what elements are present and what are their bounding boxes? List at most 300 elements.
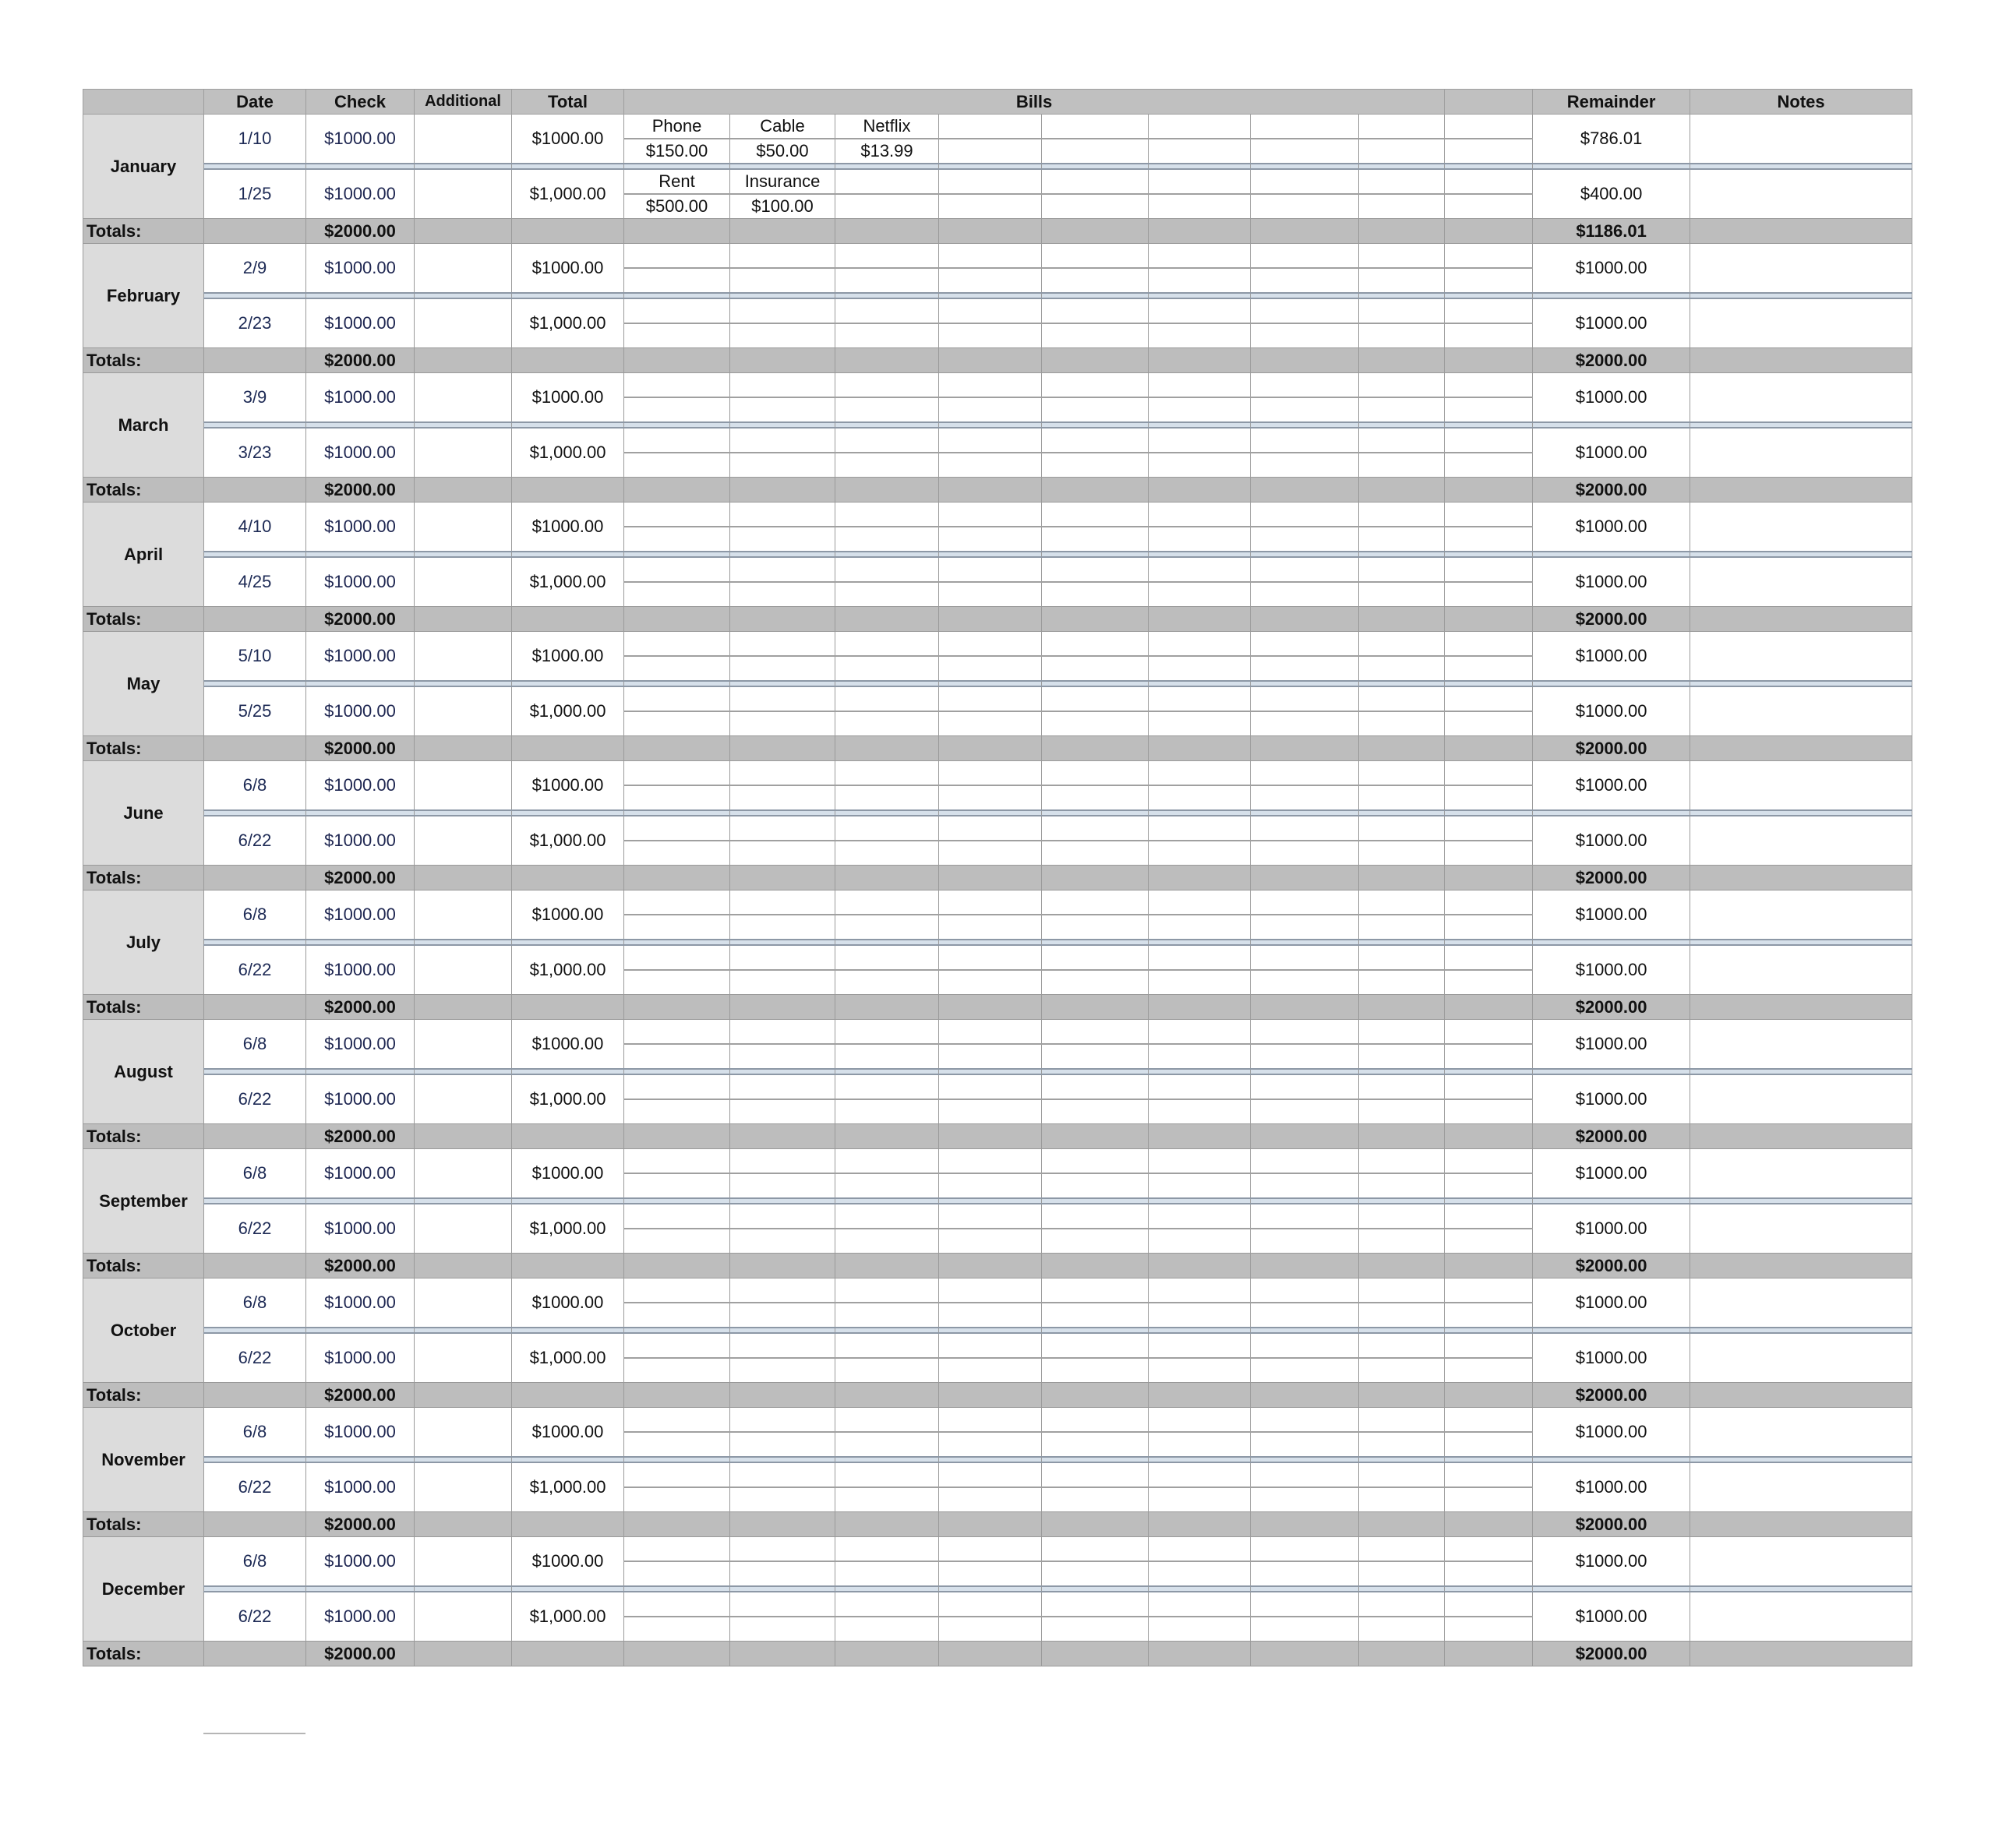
bill-name-cell[interactable] bbox=[1359, 298, 1445, 323]
bill-amount-cell[interactable] bbox=[1359, 970, 1445, 995]
bill-amount-cell[interactable] bbox=[1251, 1432, 1359, 1457]
remainder-cell[interactable]: $1000.00 bbox=[1533, 686, 1690, 736]
bill-name-cell[interactable] bbox=[730, 557, 835, 582]
bill-name-cell[interactable] bbox=[835, 1462, 939, 1487]
bill-name-cell[interactable] bbox=[1042, 1333, 1149, 1358]
remainder-cell[interactable]: $1000.00 bbox=[1533, 557, 1690, 607]
bill-amount-cell[interactable] bbox=[624, 397, 730, 422]
bill-amount-cell[interactable] bbox=[1042, 397, 1149, 422]
bill-amount-cell[interactable] bbox=[1251, 915, 1359, 940]
bill-name-cell[interactable] bbox=[939, 373, 1042, 398]
check-cell[interactable]: $1000.00 bbox=[306, 115, 415, 164]
bill-amount-cell[interactable] bbox=[1445, 1044, 1533, 1069]
bill-amount-cell[interactable] bbox=[1251, 527, 1359, 552]
bill-name-cell[interactable] bbox=[730, 1592, 835, 1617]
bill-amount-cell[interactable] bbox=[835, 1561, 939, 1586]
bill-name-cell[interactable] bbox=[1042, 890, 1149, 915]
bill-amount-cell[interactable] bbox=[624, 915, 730, 940]
total-cell[interactable]: $1,000.00 bbox=[512, 1592, 624, 1642]
bill-amount-cell[interactable] bbox=[1251, 785, 1359, 810]
remainder-cell[interactable]: $1000.00 bbox=[1533, 1408, 1690, 1458]
bill-amount-cell[interactable] bbox=[1042, 527, 1149, 552]
bill-amount-cell[interactable] bbox=[1251, 139, 1359, 164]
bill-name-cell[interactable] bbox=[1042, 1592, 1149, 1617]
bill-name-cell[interactable] bbox=[1359, 1074, 1445, 1099]
bill-name-cell[interactable] bbox=[1359, 686, 1445, 711]
date-cell[interactable]: 6/22 bbox=[204, 1333, 306, 1383]
total-cell[interactable]: $1,000.00 bbox=[512, 557, 624, 607]
bill-amount-cell[interactable] bbox=[730, 1432, 835, 1457]
bill-amount-cell[interactable] bbox=[1445, 139, 1533, 164]
bill-name-cell[interactable] bbox=[1251, 373, 1359, 398]
notes-cell[interactable] bbox=[1690, 1020, 1912, 1070]
bill-name-cell[interactable] bbox=[1251, 1204, 1359, 1229]
bill-amount-cell[interactable] bbox=[1042, 656, 1149, 681]
total-cell[interactable]: $1000.00 bbox=[512, 632, 624, 682]
bill-amount-cell[interactable] bbox=[1445, 582, 1533, 607]
bill-name-cell[interactable] bbox=[1042, 1462, 1149, 1487]
bill-amount-cell[interactable] bbox=[835, 397, 939, 422]
remainder-cell[interactable]: $1000.00 bbox=[1533, 816, 1690, 866]
bill-name-cell[interactable] bbox=[624, 1204, 730, 1229]
bill-name-cell[interactable] bbox=[1149, 1074, 1251, 1099]
bill-name-cell[interactable] bbox=[1149, 686, 1251, 711]
bill-name-cell[interactable] bbox=[1149, 1408, 1251, 1433]
bill-name-cell[interactable] bbox=[939, 1278, 1042, 1303]
bill-name-cell[interactable]: Rent bbox=[624, 169, 730, 194]
bill-name-cell[interactable] bbox=[1251, 1408, 1359, 1433]
bill-amount-cell[interactable] bbox=[1359, 1303, 1445, 1328]
bill-amount-cell[interactable]: $100.00 bbox=[730, 194, 835, 219]
bill-name-cell[interactable] bbox=[1251, 632, 1359, 657]
bill-amount-cell[interactable] bbox=[835, 582, 939, 607]
bill-name-cell[interactable] bbox=[1359, 115, 1445, 139]
bill-amount-cell[interactable] bbox=[624, 1099, 730, 1124]
bill-name-cell[interactable] bbox=[939, 1462, 1042, 1487]
total-cell[interactable]: $1,000.00 bbox=[512, 945, 624, 995]
bill-amount-cell[interactable] bbox=[1042, 323, 1149, 348]
additional-cell[interactable] bbox=[415, 115, 512, 164]
bill-amount-cell[interactable] bbox=[939, 1044, 1042, 1069]
bill-amount-cell[interactable] bbox=[835, 711, 939, 736]
bill-amount-cell[interactable] bbox=[730, 1358, 835, 1383]
bill-name-cell[interactable] bbox=[1042, 373, 1149, 398]
bill-amount-cell[interactable] bbox=[939, 397, 1042, 422]
bill-amount-cell[interactable] bbox=[1042, 453, 1149, 478]
bill-amount-cell[interactable] bbox=[1445, 970, 1533, 995]
bill-amount-cell[interactable] bbox=[835, 970, 939, 995]
bill-amount-cell[interactable] bbox=[1149, 139, 1251, 164]
bill-amount-cell[interactable] bbox=[835, 1432, 939, 1457]
check-cell[interactable]: $1000.00 bbox=[306, 1462, 415, 1512]
bill-amount-cell[interactable] bbox=[1042, 915, 1149, 940]
bill-name-cell[interactable] bbox=[1149, 557, 1251, 582]
bill-amount-cell[interactable] bbox=[624, 453, 730, 478]
bill-amount-cell[interactable] bbox=[1445, 527, 1533, 552]
bill-amount-cell[interactable] bbox=[1359, 711, 1445, 736]
bill-amount-cell[interactable] bbox=[730, 915, 835, 940]
bill-name-cell[interactable] bbox=[730, 686, 835, 711]
bill-amount-cell[interactable] bbox=[624, 1432, 730, 1457]
bill-name-cell[interactable] bbox=[1251, 761, 1359, 786]
bill-name-cell[interactable] bbox=[835, 1333, 939, 1358]
notes-cell[interactable] bbox=[1690, 632, 1912, 682]
bill-amount-cell[interactable] bbox=[1042, 582, 1149, 607]
bill-amount-cell[interactable]: $150.00 bbox=[624, 139, 730, 164]
bill-name-cell[interactable] bbox=[1042, 428, 1149, 453]
bill-name-cell[interactable] bbox=[1359, 169, 1445, 194]
notes-cell[interactable] bbox=[1690, 298, 1912, 348]
bill-name-cell[interactable] bbox=[835, 503, 939, 527]
bill-amount-cell[interactable] bbox=[1149, 397, 1251, 422]
bill-name-cell[interactable] bbox=[835, 945, 939, 970]
bill-name-cell[interactable] bbox=[730, 1537, 835, 1562]
additional-cell[interactable] bbox=[415, 503, 512, 552]
bill-amount-cell[interactable] bbox=[624, 268, 730, 293]
bill-name-cell[interactable] bbox=[1149, 1462, 1251, 1487]
total-cell[interactable]: $1,000.00 bbox=[512, 428, 624, 478]
bill-name-cell[interactable] bbox=[1251, 1462, 1359, 1487]
check-cell[interactable]: $1000.00 bbox=[306, 557, 415, 607]
bill-name-cell[interactable] bbox=[1251, 1278, 1359, 1303]
bill-name-cell[interactable] bbox=[730, 632, 835, 657]
remainder-cell[interactable]: $1000.00 bbox=[1533, 503, 1690, 552]
bill-name-cell[interactable] bbox=[624, 373, 730, 398]
bill-name-cell[interactable]: Insurance bbox=[730, 169, 835, 194]
bill-name-cell[interactable] bbox=[1445, 686, 1533, 711]
bill-amount-cell[interactable] bbox=[835, 1617, 939, 1642]
bill-name-cell[interactable] bbox=[1149, 1537, 1251, 1562]
bill-name-cell[interactable] bbox=[835, 686, 939, 711]
bill-amount-cell[interactable] bbox=[835, 1229, 939, 1254]
additional-cell[interactable] bbox=[415, 1074, 512, 1124]
bill-amount-cell[interactable] bbox=[1359, 1487, 1445, 1512]
bill-name-cell[interactable] bbox=[1149, 1278, 1251, 1303]
date-cell[interactable]: 6/8 bbox=[204, 1408, 306, 1458]
bill-name-cell[interactable] bbox=[1149, 244, 1251, 269]
total-cell[interactable]: $1000.00 bbox=[512, 373, 624, 423]
bill-name-cell[interactable] bbox=[730, 1020, 835, 1045]
bill-name-cell[interactable] bbox=[939, 115, 1042, 139]
remainder-cell[interactable]: $1000.00 bbox=[1533, 1592, 1690, 1642]
bill-name-cell[interactable] bbox=[1149, 945, 1251, 970]
bill-amount-cell[interactable] bbox=[1359, 1044, 1445, 1069]
bill-amount-cell[interactable] bbox=[939, 785, 1042, 810]
bill-amount-cell[interactable]: $500.00 bbox=[624, 194, 730, 219]
remainder-cell[interactable]: $1000.00 bbox=[1533, 244, 1690, 294]
check-cell[interactable]: $1000.00 bbox=[306, 428, 415, 478]
total-cell[interactable]: $1000.00 bbox=[512, 115, 624, 164]
bill-name-cell[interactable] bbox=[1445, 373, 1533, 398]
bill-name-cell[interactable] bbox=[730, 373, 835, 398]
check-cell[interactable]: $1000.00 bbox=[306, 761, 415, 811]
bill-name-cell[interactable] bbox=[1149, 1592, 1251, 1617]
check-cell[interactable]: $1000.00 bbox=[306, 169, 415, 219]
check-cell[interactable]: $1000.00 bbox=[306, 1149, 415, 1199]
bill-name-cell[interactable] bbox=[939, 816, 1042, 841]
total-cell[interactable]: $1,000.00 bbox=[512, 816, 624, 866]
bill-name-cell[interactable] bbox=[1445, 945, 1533, 970]
bill-name-cell[interactable] bbox=[939, 1074, 1042, 1099]
bill-name-cell[interactable] bbox=[835, 816, 939, 841]
bill-amount-cell[interactable] bbox=[835, 453, 939, 478]
bill-name-cell[interactable] bbox=[1149, 890, 1251, 915]
bill-amount-cell[interactable] bbox=[1445, 268, 1533, 293]
bill-name-cell[interactable] bbox=[624, 298, 730, 323]
bill-amount-cell[interactable] bbox=[1359, 785, 1445, 810]
bill-amount-cell[interactable] bbox=[835, 1044, 939, 1069]
bill-name-cell[interactable] bbox=[835, 1204, 939, 1229]
date-cell[interactable]: 5/25 bbox=[204, 686, 306, 736]
bill-amount-cell[interactable] bbox=[939, 1303, 1042, 1328]
bill-amount-cell[interactable] bbox=[835, 785, 939, 810]
date-cell[interactable]: 6/8 bbox=[204, 1020, 306, 1070]
bill-amount-cell[interactable] bbox=[1149, 323, 1251, 348]
bill-amount-cell[interactable] bbox=[1149, 656, 1251, 681]
date-cell[interactable]: 6/22 bbox=[204, 945, 306, 995]
bill-name-cell[interactable] bbox=[939, 298, 1042, 323]
bill-amount-cell[interactable] bbox=[624, 1561, 730, 1586]
remainder-cell[interactable]: $1000.00 bbox=[1533, 890, 1690, 940]
bill-amount-cell[interactable] bbox=[1359, 453, 1445, 478]
bill-name-cell[interactable] bbox=[1042, 1074, 1149, 1099]
notes-cell[interactable] bbox=[1690, 1408, 1912, 1458]
bill-name-cell[interactable] bbox=[939, 428, 1042, 453]
total-cell[interactable]: $1000.00 bbox=[512, 890, 624, 940]
bill-amount-cell[interactable] bbox=[1149, 1303, 1251, 1328]
additional-cell[interactable] bbox=[415, 1020, 512, 1070]
notes-cell[interactable] bbox=[1690, 1592, 1912, 1642]
bill-name-cell[interactable] bbox=[1359, 890, 1445, 915]
bill-name-cell[interactable] bbox=[1149, 816, 1251, 841]
bill-name-cell[interactable] bbox=[939, 632, 1042, 657]
bill-amount-cell[interactable] bbox=[1359, 139, 1445, 164]
bill-amount-cell[interactable] bbox=[1042, 1303, 1149, 1328]
bill-name-cell[interactable] bbox=[1445, 298, 1533, 323]
bill-name-cell[interactable] bbox=[1359, 1149, 1445, 1174]
bill-name-cell[interactable] bbox=[835, 890, 939, 915]
bill-amount-cell[interactable] bbox=[1149, 453, 1251, 478]
bill-amount-cell[interactable] bbox=[1149, 1561, 1251, 1586]
bill-amount-cell[interactable] bbox=[1042, 1229, 1149, 1254]
remainder-cell[interactable]: $1000.00 bbox=[1533, 373, 1690, 423]
bill-name-cell[interactable] bbox=[835, 632, 939, 657]
check-cell[interactable]: $1000.00 bbox=[306, 1020, 415, 1070]
bill-name-cell[interactable] bbox=[1251, 1537, 1359, 1562]
bill-amount-cell[interactable] bbox=[1042, 711, 1149, 736]
bill-amount-cell[interactable] bbox=[730, 1099, 835, 1124]
total-cell[interactable]: $1,000.00 bbox=[512, 298, 624, 348]
additional-cell[interactable] bbox=[415, 945, 512, 995]
bill-name-cell[interactable] bbox=[624, 244, 730, 269]
bill-name-cell[interactable] bbox=[939, 945, 1042, 970]
bill-amount-cell[interactable] bbox=[1251, 453, 1359, 478]
bill-amount-cell[interactable] bbox=[624, 323, 730, 348]
bill-amount-cell[interactable] bbox=[730, 1561, 835, 1586]
bill-name-cell[interactable] bbox=[835, 1020, 939, 1045]
bill-name-cell[interactable] bbox=[939, 1408, 1042, 1433]
bill-name-cell[interactable] bbox=[730, 945, 835, 970]
remainder-cell[interactable]: $1000.00 bbox=[1533, 1204, 1690, 1254]
bill-name-cell[interactable] bbox=[1359, 816, 1445, 841]
notes-cell[interactable] bbox=[1690, 1462, 1912, 1512]
bill-name-cell[interactable] bbox=[1251, 557, 1359, 582]
bill-amount-cell[interactable] bbox=[730, 1173, 835, 1198]
bill-amount-cell[interactable] bbox=[624, 1229, 730, 1254]
bill-name-cell[interactable] bbox=[624, 686, 730, 711]
bill-amount-cell[interactable] bbox=[624, 1617, 730, 1642]
bill-amount-cell[interactable] bbox=[1445, 1561, 1533, 1586]
bill-name-cell[interactable] bbox=[1042, 816, 1149, 841]
bill-name-cell[interactable] bbox=[1445, 1149, 1533, 1174]
bill-name-cell[interactable] bbox=[1251, 428, 1359, 453]
bill-name-cell[interactable] bbox=[1251, 686, 1359, 711]
bill-name-cell[interactable] bbox=[1445, 1074, 1533, 1099]
bill-amount-cell[interactable] bbox=[1445, 1432, 1533, 1457]
bill-amount-cell[interactable] bbox=[1359, 1561, 1445, 1586]
bill-name-cell[interactable] bbox=[939, 1020, 1042, 1045]
bill-amount-cell[interactable] bbox=[939, 323, 1042, 348]
additional-cell[interactable] bbox=[415, 1408, 512, 1458]
check-cell[interactable]: $1000.00 bbox=[306, 298, 415, 348]
date-cell[interactable]: 6/22 bbox=[204, 816, 306, 866]
bill-name-cell[interactable] bbox=[624, 816, 730, 841]
bill-name-cell[interactable] bbox=[939, 1149, 1042, 1174]
bill-amount-cell[interactable] bbox=[1149, 785, 1251, 810]
bill-amount-cell[interactable] bbox=[1445, 323, 1533, 348]
bill-amount-cell[interactable] bbox=[1359, 582, 1445, 607]
bill-name-cell[interactable] bbox=[835, 1074, 939, 1099]
bill-name-cell[interactable] bbox=[1251, 890, 1359, 915]
bill-amount-cell[interactable] bbox=[1149, 1617, 1251, 1642]
bill-amount-cell[interactable] bbox=[730, 656, 835, 681]
bill-amount-cell[interactable] bbox=[1251, 1229, 1359, 1254]
bill-amount-cell[interactable] bbox=[1042, 1358, 1149, 1383]
check-cell[interactable]: $1000.00 bbox=[306, 1204, 415, 1254]
check-cell[interactable]: $1000.00 bbox=[306, 1592, 415, 1642]
additional-cell[interactable] bbox=[415, 244, 512, 294]
bill-name-cell[interactable] bbox=[835, 373, 939, 398]
additional-cell[interactable] bbox=[415, 373, 512, 423]
bill-name-cell[interactable] bbox=[1445, 1333, 1533, 1358]
bill-name-cell[interactable] bbox=[1042, 298, 1149, 323]
bill-name-cell[interactable] bbox=[939, 169, 1042, 194]
bill-amount-cell[interactable] bbox=[1149, 1229, 1251, 1254]
bill-amount-cell[interactable] bbox=[1251, 970, 1359, 995]
additional-cell[interactable] bbox=[415, 761, 512, 811]
additional-cell[interactable] bbox=[415, 1149, 512, 1199]
bill-amount-cell[interactable] bbox=[1359, 397, 1445, 422]
bill-amount-cell[interactable] bbox=[730, 841, 835, 866]
bill-amount-cell[interactable] bbox=[1251, 1617, 1359, 1642]
bill-amount-cell[interactable] bbox=[835, 268, 939, 293]
bill-amount-cell[interactable] bbox=[1445, 1617, 1533, 1642]
bill-name-cell[interactable] bbox=[624, 1333, 730, 1358]
bill-name-cell[interactable] bbox=[1149, 503, 1251, 527]
bill-name-cell[interactable] bbox=[835, 1537, 939, 1562]
bill-amount-cell[interactable] bbox=[1149, 527, 1251, 552]
additional-cell[interactable] bbox=[415, 1537, 512, 1587]
total-cell[interactable]: $1000.00 bbox=[512, 761, 624, 811]
additional-cell[interactable] bbox=[415, 632, 512, 682]
bill-amount-cell[interactable] bbox=[1042, 1099, 1149, 1124]
bill-amount-cell[interactable] bbox=[939, 656, 1042, 681]
check-cell[interactable]: $1000.00 bbox=[306, 503, 415, 552]
bill-amount-cell[interactable] bbox=[1359, 1173, 1445, 1198]
date-cell[interactable]: 3/23 bbox=[204, 428, 306, 478]
bill-name-cell[interactable] bbox=[730, 890, 835, 915]
bill-amount-cell[interactable] bbox=[1359, 323, 1445, 348]
bill-name-cell[interactable] bbox=[1149, 373, 1251, 398]
bill-name-cell[interactable] bbox=[1445, 1592, 1533, 1617]
bill-name-cell[interactable] bbox=[1445, 1278, 1533, 1303]
date-cell[interactable]: 1/25 bbox=[204, 169, 306, 219]
bill-amount-cell[interactable] bbox=[1445, 1229, 1533, 1254]
bill-name-cell[interactable] bbox=[835, 244, 939, 269]
date-cell[interactable]: 6/8 bbox=[204, 1278, 306, 1328]
notes-cell[interactable] bbox=[1690, 503, 1912, 552]
bill-name-cell[interactable] bbox=[1251, 816, 1359, 841]
notes-cell[interactable] bbox=[1690, 1074, 1912, 1124]
bill-name-cell[interactable] bbox=[624, 1462, 730, 1487]
bill-name-cell[interactable] bbox=[1445, 632, 1533, 657]
bill-amount-cell[interactable] bbox=[1445, 194, 1533, 219]
bill-name-cell[interactable] bbox=[1445, 816, 1533, 841]
bill-amount-cell[interactable] bbox=[1445, 1487, 1533, 1512]
bill-name-cell[interactable] bbox=[1359, 1278, 1445, 1303]
bill-amount-cell[interactable] bbox=[1359, 1432, 1445, 1457]
bill-name-cell[interactable] bbox=[730, 1149, 835, 1174]
bill-amount-cell[interactable] bbox=[835, 1099, 939, 1124]
bill-name-cell[interactable] bbox=[1149, 1333, 1251, 1358]
bill-name-cell[interactable] bbox=[939, 890, 1042, 915]
bill-name-cell[interactable] bbox=[730, 244, 835, 269]
bill-name-cell[interactable] bbox=[730, 428, 835, 453]
bill-name-cell[interactable] bbox=[624, 945, 730, 970]
bill-amount-cell[interactable] bbox=[1251, 656, 1359, 681]
bill-amount-cell[interactable] bbox=[1042, 1173, 1149, 1198]
notes-cell[interactable] bbox=[1690, 890, 1912, 940]
bill-name-cell[interactable] bbox=[1445, 1204, 1533, 1229]
bill-name-cell[interactable] bbox=[624, 1278, 730, 1303]
remainder-cell[interactable]: $1000.00 bbox=[1533, 428, 1690, 478]
bill-name-cell[interactable] bbox=[1042, 632, 1149, 657]
bill-amount-cell[interactable] bbox=[1042, 785, 1149, 810]
bill-amount-cell[interactable] bbox=[1359, 656, 1445, 681]
bill-amount-cell[interactable] bbox=[624, 527, 730, 552]
bill-name-cell[interactable] bbox=[1042, 1408, 1149, 1433]
bill-amount-cell[interactable] bbox=[1042, 1432, 1149, 1457]
bill-amount-cell[interactable] bbox=[939, 841, 1042, 866]
bill-amount-cell[interactable] bbox=[624, 1358, 730, 1383]
bill-amount-cell[interactable] bbox=[624, 582, 730, 607]
bill-amount-cell[interactable] bbox=[835, 323, 939, 348]
bill-name-cell[interactable] bbox=[1359, 244, 1445, 269]
notes-cell[interactable] bbox=[1690, 115, 1912, 164]
bill-name-cell[interactable] bbox=[624, 890, 730, 915]
bill-amount-cell[interactable] bbox=[1445, 656, 1533, 681]
bill-amount-cell[interactable] bbox=[1251, 323, 1359, 348]
bill-name-cell[interactable] bbox=[730, 816, 835, 841]
bill-amount-cell[interactable] bbox=[1149, 1487, 1251, 1512]
notes-cell[interactable] bbox=[1690, 761, 1912, 811]
bill-amount-cell[interactable] bbox=[1445, 915, 1533, 940]
bill-name-cell[interactable] bbox=[1445, 115, 1533, 139]
bill-amount-cell[interactable] bbox=[1149, 1432, 1251, 1457]
remainder-cell[interactable]: $1000.00 bbox=[1533, 1278, 1690, 1328]
date-cell[interactable]: 6/22 bbox=[204, 1204, 306, 1254]
check-cell[interactable]: $1000.00 bbox=[306, 1537, 415, 1587]
